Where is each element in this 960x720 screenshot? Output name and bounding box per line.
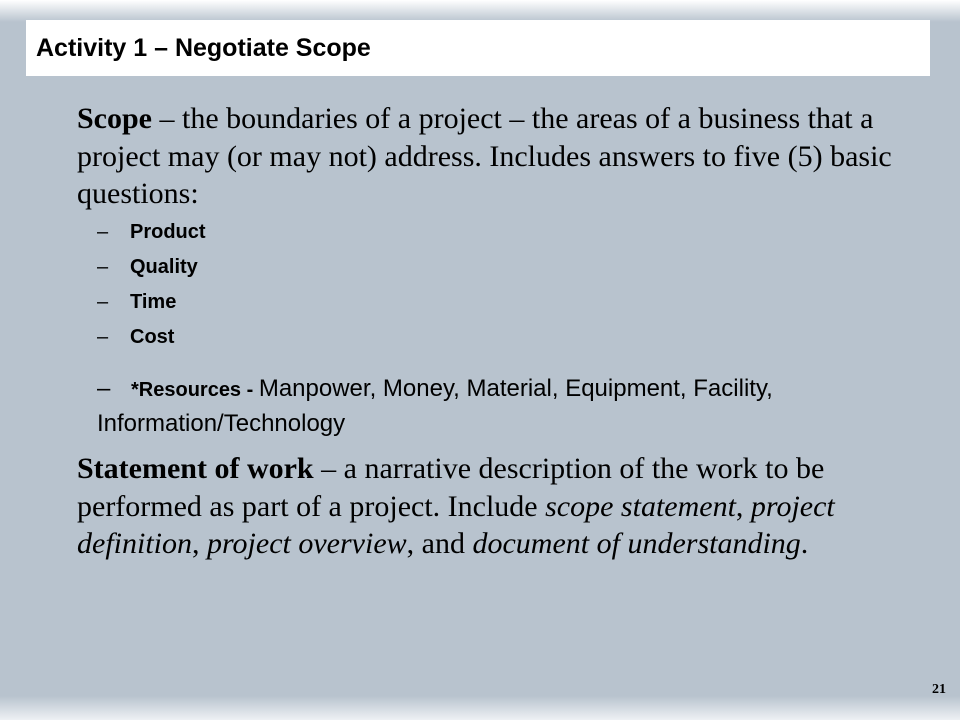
page-number: 21 [932, 682, 946, 697]
dash-bullet: – [97, 255, 109, 278]
question-label: Product [130, 220, 206, 243]
sow-separator: , [735, 489, 751, 523]
dash-bullet: – [97, 220, 109, 243]
sow-end: . [800, 527, 809, 560]
list-item [97, 289, 907, 324]
resources-detail: Manpower, Money, Material, Equipment, Facility, Information/Technology [97, 375, 773, 437]
sow-item-document-of-understanding: document of understanding [472, 527, 801, 560]
scope-questions-list [77, 219, 907, 359]
sow-separator: , [192, 527, 207, 560]
list-item [97, 219, 907, 254]
scope-paragraph [77, 100, 907, 213]
scope-term: Scope [77, 102, 152, 135]
list-item [97, 254, 907, 289]
sow-item-project-definition: project definition [77, 489, 835, 560]
sow-text: – a narrative description of the work to be performed as part of a project. Include [77, 452, 825, 523]
slide-body [77, 100, 907, 359]
bottom-gradient [0, 696, 960, 720]
list-item [97, 324, 907, 359]
question-label: Time [130, 290, 177, 313]
question-label: Quality [130, 255, 198, 278]
scope-definition: – the boundaries of a project – the areas of a business that a project may (or may not) address. Includes answers to five (5) basic questions: [77, 102, 892, 210]
sow-item-project-overview: project overview [207, 527, 407, 560]
question-label: Cost [130, 325, 175, 348]
slide-title: Activity 1 – Negotiate Scope [36, 34, 371, 62]
dash-bullet: – [97, 325, 109, 348]
sow-term: Statement of work [77, 452, 314, 485]
sow-separator: , and [406, 527, 473, 560]
resources-item [97, 372, 897, 441]
sow-item-scope-statement: scope statement [545, 489, 736, 523]
dash-bullet: – [97, 375, 111, 402]
resources-label: *Resources - [131, 379, 259, 401]
statement-of-work-paragraph [77, 450, 907, 563]
title-bar [26, 20, 930, 76]
dash-bullet: – [97, 290, 109, 313]
top-gradient [0, 0, 960, 22]
